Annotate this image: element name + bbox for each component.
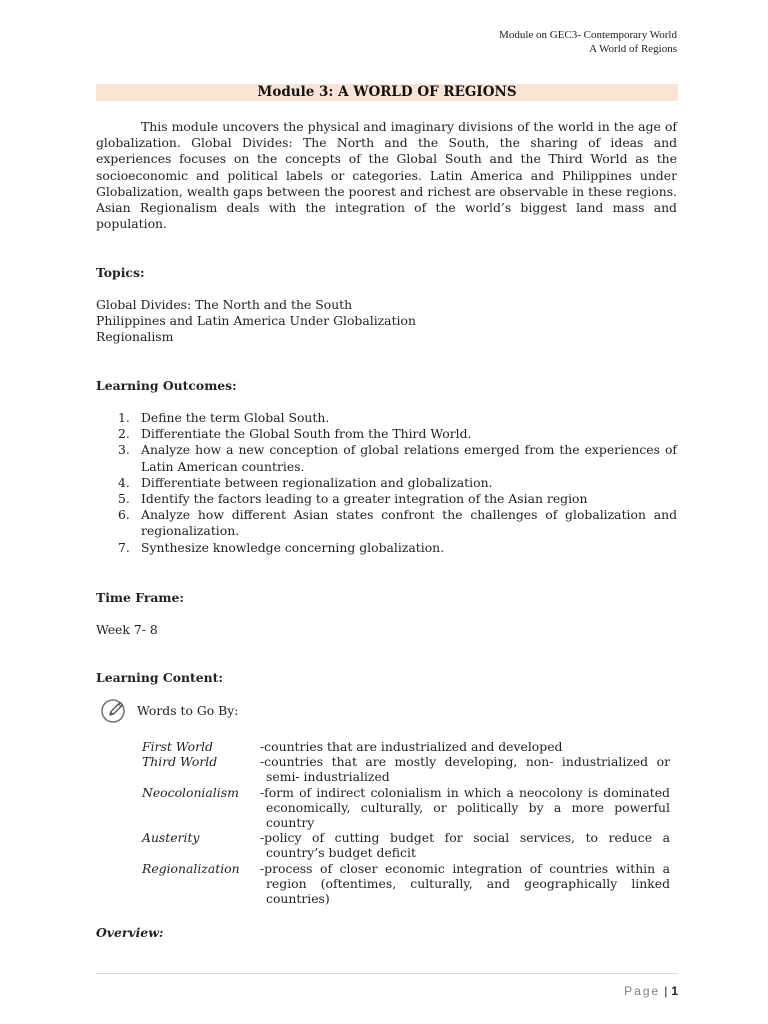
glossary-definition: -countries that are mostly developing, non- industrialized or semi- industrialized — [260, 754, 670, 785]
words-to-go-by — [100, 695, 238, 725]
outcome-text: Identify the factors leading to a greater integration of the Asian region — [141, 491, 588, 507]
glossary-definition: -form of indirect colonialism in which a neocolony is dominated economically, culturally, or politically by a more powerful country — [260, 784, 670, 831]
outcome-number: 6. — [118, 507, 130, 523]
words-label: Words to Go By: — [137, 702, 239, 718]
outcome-number: 1. — [118, 410, 130, 425]
glossary — [142, 739, 670, 906]
page-label: Page — [624, 984, 661, 998]
outcome-text: Define the term Global South. — [141, 410, 330, 425]
glossary-row — [142, 830, 670, 860]
outcome-item — [96, 442, 677, 474]
glossary-term: Third World — [142, 754, 218, 770]
glossary-term: First World — [142, 739, 213, 754]
timeframe-value: Week 7- 8 — [96, 622, 158, 637]
glossary-row — [142, 754, 670, 784]
outcome-text: Differentiate the Global South from the Third World. — [141, 426, 472, 442]
glossary-term: Regionalization — [142, 860, 240, 876]
learning-content-heading: Learning Content: — [96, 670, 223, 685]
outcomes-heading: Learning Outcomes: — [96, 378, 237, 393]
outcomes-list — [96, 410, 677, 556]
topic-item: Regionalism — [96, 329, 174, 345]
header-module: A World of Regions — [589, 43, 677, 55]
module-title: Module 3: A WORLD OF REGIONS — [96, 84, 678, 101]
topics-heading: Topics: — [96, 265, 145, 280]
footer-separator: | — [664, 984, 668, 998]
outcome-number: 3. — [118, 442, 130, 458]
outcome-item — [96, 475, 677, 491]
outcome-number: 4. — [118, 474, 130, 490]
glossary-term: Neocolonialism — [142, 784, 239, 800]
outcome-number: 2. — [118, 426, 130, 442]
topic-item: Global Divides: The North and the South — [96, 297, 353, 312]
glossary-row — [142, 739, 670, 754]
outcome-item — [96, 410, 677, 426]
intro-paragraph: This module uncovers the physical and imaginary divisions of the world in the age of globalization. Global Divides: The North and the South, the sharing of ideas and experiences focuses on the concepts of the Global South and the Third World as the socioeconomic and political labels or categories. Latin America and Philippines under Globalization, wealth gaps between the poorest and richest are observable in these regions. Asian Regionalism deals with the integration of the world’s biggest land mass and population. — [96, 119, 677, 232]
glossary-definition: -countries that are industrialized and developed — [260, 739, 563, 754]
topic-item: Philippines and Latin America Under Globalization — [96, 313, 416, 329]
outcome-text: Analyze how a new conception of global relations emerged from the experiences of Latin American countries. — [141, 442, 677, 474]
outcome-item — [96, 426, 677, 442]
page-number: 1 — [671, 984, 678, 998]
outcome-number: 5. — [118, 491, 130, 507]
outcome-number: 7. — [118, 539, 130, 555]
header-course: Module on GEC3- Contemporary World — [499, 29, 677, 41]
page-footer — [624, 984, 678, 998]
outcome-item — [96, 540, 677, 556]
outcome-item — [96, 507, 677, 539]
topics-list — [96, 297, 416, 346]
glossary-row — [142, 861, 670, 907]
timeframe-heading: Time Frame: — [96, 590, 184, 605]
footer-divider — [96, 973, 678, 974]
page-header — [499, 28, 677, 56]
glossary-definition: -policy of cutting budget for social services, to reduce a country’s budget deficit — [260, 830, 670, 861]
glossary-term: Austerity — [142, 830, 200, 846]
glossary-definition: -process of closer economic integration of countries within a region (oftentimes, culturally, and geographically linked countries) — [260, 860, 670, 907]
pencil-icon — [100, 696, 128, 724]
glossary-row — [142, 785, 670, 831]
outcome-text: Analyze how different Asian states confront the challenges of globalization and regionalization. — [141, 507, 677, 539]
outcome-text: Synthesize knowledge concerning globalization. — [141, 539, 445, 555]
outcome-item — [96, 491, 677, 507]
outcome-text: Differentiate between regionalization and globalization. — [141, 474, 493, 490]
overview-heading: Overview: — [96, 925, 164, 940]
